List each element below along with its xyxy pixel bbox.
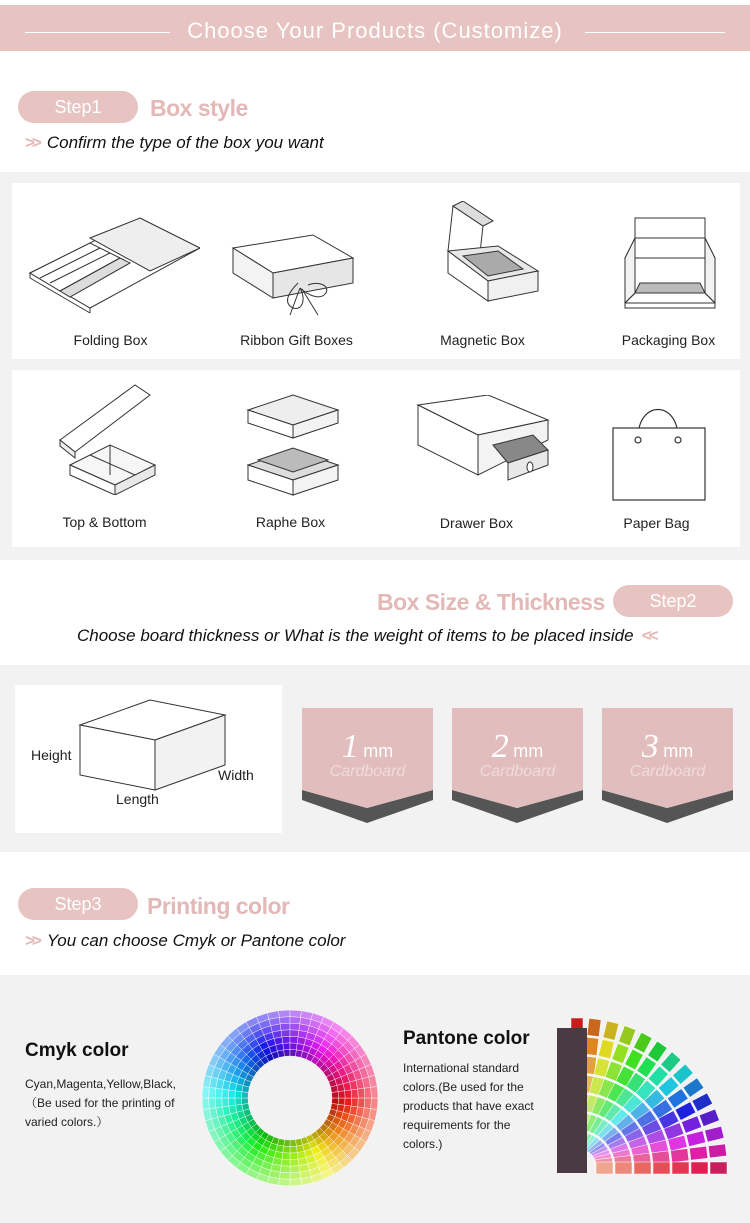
wheel-swatch xyxy=(282,1036,290,1043)
pantone-line: colors.(Be used for the xyxy=(403,1080,524,1094)
wheel-swatch xyxy=(290,1166,300,1173)
wheel-swatch xyxy=(283,1043,290,1050)
wheel-swatch xyxy=(338,1091,345,1098)
pantone-swatch xyxy=(653,1162,670,1174)
pantone-swatch xyxy=(598,1039,614,1058)
cmyk-title: Cmyk color xyxy=(25,1040,129,1061)
pantone-swatch xyxy=(648,1041,668,1062)
color-wheel-icon xyxy=(200,1008,380,1188)
pantone-swatch xyxy=(708,1144,726,1158)
wheel-swatch xyxy=(282,1153,290,1160)
wheel-swatch xyxy=(290,1023,300,1030)
wheel-swatch xyxy=(241,1098,248,1104)
box-label: Magnetic Box xyxy=(440,332,525,348)
wheel-swatch xyxy=(283,1146,290,1153)
wheel-swatch xyxy=(241,1092,248,1098)
raphe-box-icon xyxy=(243,390,343,500)
pantone-title: Pantone color xyxy=(403,1028,530,1049)
wheel-swatch xyxy=(209,1087,216,1098)
wheel-swatch xyxy=(290,1140,296,1147)
step2-pill: Step2 xyxy=(613,585,733,617)
box-option-raphe[interactable] xyxy=(200,390,385,500)
pantone-line: International standard xyxy=(403,1061,520,1075)
pantone-line: colors.) xyxy=(403,1137,443,1151)
pantone-swatch xyxy=(691,1162,708,1174)
box-label: Folding Box xyxy=(73,332,148,348)
pantone-fan-icon xyxy=(557,1018,737,1178)
paper-bag-icon xyxy=(608,400,708,502)
wheel-swatch xyxy=(279,1172,290,1179)
pantone-swatch xyxy=(671,1149,689,1163)
pantone-swatch xyxy=(615,1162,632,1174)
drawer-box-icon xyxy=(408,395,558,495)
wheel-swatch xyxy=(235,1091,242,1098)
thickness-option-1mm[interactable] xyxy=(302,708,433,826)
pantone-swatch xyxy=(692,1093,713,1112)
wheel-swatch xyxy=(202,1087,209,1098)
step3-subtitle xyxy=(25,931,345,951)
wheel-swatch xyxy=(215,1098,222,1108)
wheel-swatch xyxy=(290,1036,298,1043)
wheel-swatch xyxy=(358,1098,365,1108)
wheel-swatch xyxy=(279,1179,290,1186)
pantone-swatch xyxy=(603,1021,619,1040)
wheel-swatch xyxy=(371,1087,378,1098)
wheel-swatch xyxy=(290,1043,297,1050)
box-row-1 xyxy=(12,183,740,359)
thickness-number: 3 xyxy=(641,728,659,765)
thickness-label: Cardboard xyxy=(329,763,406,780)
wheel-swatch xyxy=(222,1089,229,1098)
wheel-swatch xyxy=(332,1092,339,1098)
step2-title: Box Size & Thickness xyxy=(377,589,605,615)
step3-subtitle-text: You can choose Cmyk or Pantone color xyxy=(46,931,346,950)
wheel-swatch xyxy=(235,1098,242,1105)
thickness-label: Cardboard xyxy=(479,763,556,780)
wheel-swatch xyxy=(358,1088,365,1098)
pantone-swatch xyxy=(634,1162,651,1174)
thickness-option-3mm[interactable] xyxy=(602,708,733,826)
wheel-swatch xyxy=(332,1098,339,1104)
wheel-swatch xyxy=(228,1098,235,1106)
box-option-drawer[interactable] xyxy=(390,395,575,495)
cmyk-line: varied colors.） xyxy=(25,1115,109,1129)
box-option-folding[interactable] xyxy=(17,213,202,323)
wheel-swatch xyxy=(228,1090,235,1098)
box-label: Packaging Box xyxy=(621,332,716,348)
box-label: Ribbon Gift Boxes xyxy=(240,332,353,348)
pantone-swatch xyxy=(587,1018,601,1036)
pantone-swatch xyxy=(686,1131,705,1147)
box-label: Drawer Box xyxy=(439,515,514,531)
wheel-swatch xyxy=(280,1166,290,1173)
wheel-swatch xyxy=(290,1049,296,1056)
arrows-icon: << xyxy=(641,626,656,645)
arrows-icon: >> xyxy=(25,133,39,152)
wheel-swatch xyxy=(279,1010,290,1017)
wheel-swatch xyxy=(290,1010,301,1017)
box-option-ribbon[interactable] xyxy=(205,223,390,318)
pantone-swatch xyxy=(710,1162,727,1174)
wheel-swatch xyxy=(279,1017,290,1024)
wheel-swatch xyxy=(364,1087,371,1098)
pantone-swatch xyxy=(619,1026,636,1046)
pantone-line: products that have exact xyxy=(403,1099,534,1113)
wheel-swatch xyxy=(371,1098,378,1109)
wheel-swatch xyxy=(222,1098,229,1107)
box-label: Paper Bag xyxy=(623,515,690,531)
length-label: Length xyxy=(116,791,159,807)
pantone-swatch xyxy=(633,1032,652,1053)
step1-subtitle-text: Confirm the type of the box you want xyxy=(46,133,324,152)
step2-subtitle-text: Choose board thickness or What is the weight of items to be placed inside xyxy=(77,626,634,645)
arrows-icon: >> xyxy=(25,931,39,950)
thickness-unit: mm xyxy=(513,741,544,761)
cmyk-line: （Be used for the printing of xyxy=(25,1096,175,1110)
wheel-swatch xyxy=(290,1146,297,1153)
step1-subtitle xyxy=(25,133,324,153)
wheel-swatch xyxy=(284,1049,290,1056)
pantone-swatch xyxy=(596,1162,613,1174)
step3-title: Printing color xyxy=(147,893,290,919)
pantone-line: requirements for the xyxy=(403,1118,511,1132)
box-label: Top & Bottom xyxy=(62,514,147,530)
wheel-swatch xyxy=(364,1098,371,1109)
box-label: Raphe Box xyxy=(255,514,326,530)
cmyk-line: Cyan,Magenta,Yellow,Black, xyxy=(25,1077,176,1091)
step2-subtitle xyxy=(77,626,655,646)
wheel-swatch xyxy=(290,1017,301,1024)
wheel-swatch xyxy=(280,1023,290,1030)
pantone-swatch xyxy=(673,1064,694,1084)
thickness-unit: mm xyxy=(663,741,694,761)
header-title: Choose Your Products (Customize) xyxy=(187,18,563,43)
box-row-2 xyxy=(12,370,740,547)
thickness-option-2mm[interactable] xyxy=(452,708,583,826)
ribbon-gift-box-icon xyxy=(228,223,368,318)
thickness-value xyxy=(452,728,583,766)
wheel-swatch xyxy=(290,1030,299,1037)
box-option-paper-bag[interactable] xyxy=(565,400,750,502)
box-option-magnetic[interactable] xyxy=(390,201,575,311)
pantone-description xyxy=(403,1059,534,1154)
step1-pill: Step1 xyxy=(18,91,138,123)
thickness-number: 2 xyxy=(491,728,509,765)
pantone-cover xyxy=(557,1028,587,1173)
thickness-unit: mm xyxy=(363,741,394,761)
wheel-swatch xyxy=(351,1098,358,1107)
wheel-swatch xyxy=(345,1098,352,1106)
packaging-box-icon xyxy=(620,213,720,313)
wheel-swatch xyxy=(290,1179,301,1186)
cmyk-description xyxy=(25,1075,176,1132)
wheel-swatch xyxy=(345,1090,352,1098)
box-option-top-bottom[interactable] xyxy=(17,380,202,495)
pantone-strip xyxy=(596,1162,727,1174)
pantone-swatch xyxy=(699,1109,719,1126)
wheel-swatch xyxy=(209,1098,216,1109)
thickness-number: 1 xyxy=(341,728,359,765)
pantone-swatch xyxy=(672,1162,689,1174)
height-label: Height xyxy=(31,747,72,763)
width-label: Width xyxy=(218,767,254,783)
step3-pill: Step3 xyxy=(18,888,138,920)
wheel-swatch xyxy=(281,1159,290,1166)
wheel-swatch xyxy=(202,1098,209,1109)
top-bottom-box-icon xyxy=(55,380,165,495)
thickness-label: Cardboard xyxy=(629,763,706,780)
box-option-packaging[interactable] xyxy=(577,213,750,313)
wheel-swatch xyxy=(290,1172,301,1179)
folding-box-icon xyxy=(20,213,200,323)
wheel-swatch xyxy=(351,1089,358,1098)
wheel-swatch xyxy=(338,1098,345,1105)
wheel-swatch xyxy=(284,1140,290,1147)
pantone-swatch xyxy=(705,1126,724,1142)
wheel-swatch xyxy=(281,1030,290,1037)
magnetic-box-icon xyxy=(418,201,548,311)
header-divider-right xyxy=(585,32,725,33)
pantone-swatch xyxy=(683,1078,704,1098)
wheel-swatch xyxy=(290,1153,298,1160)
step1-title: Box style xyxy=(150,95,248,121)
pantone-swatch xyxy=(661,1052,681,1073)
wheel-swatch xyxy=(290,1159,299,1166)
wheel-swatch xyxy=(215,1088,222,1098)
thickness-value xyxy=(602,728,733,766)
pantone-swatch xyxy=(689,1146,707,1160)
dimension-panel xyxy=(15,685,282,833)
thickness-value xyxy=(302,728,433,766)
dimension-box-icon xyxy=(75,695,275,815)
header-banner xyxy=(0,5,750,51)
